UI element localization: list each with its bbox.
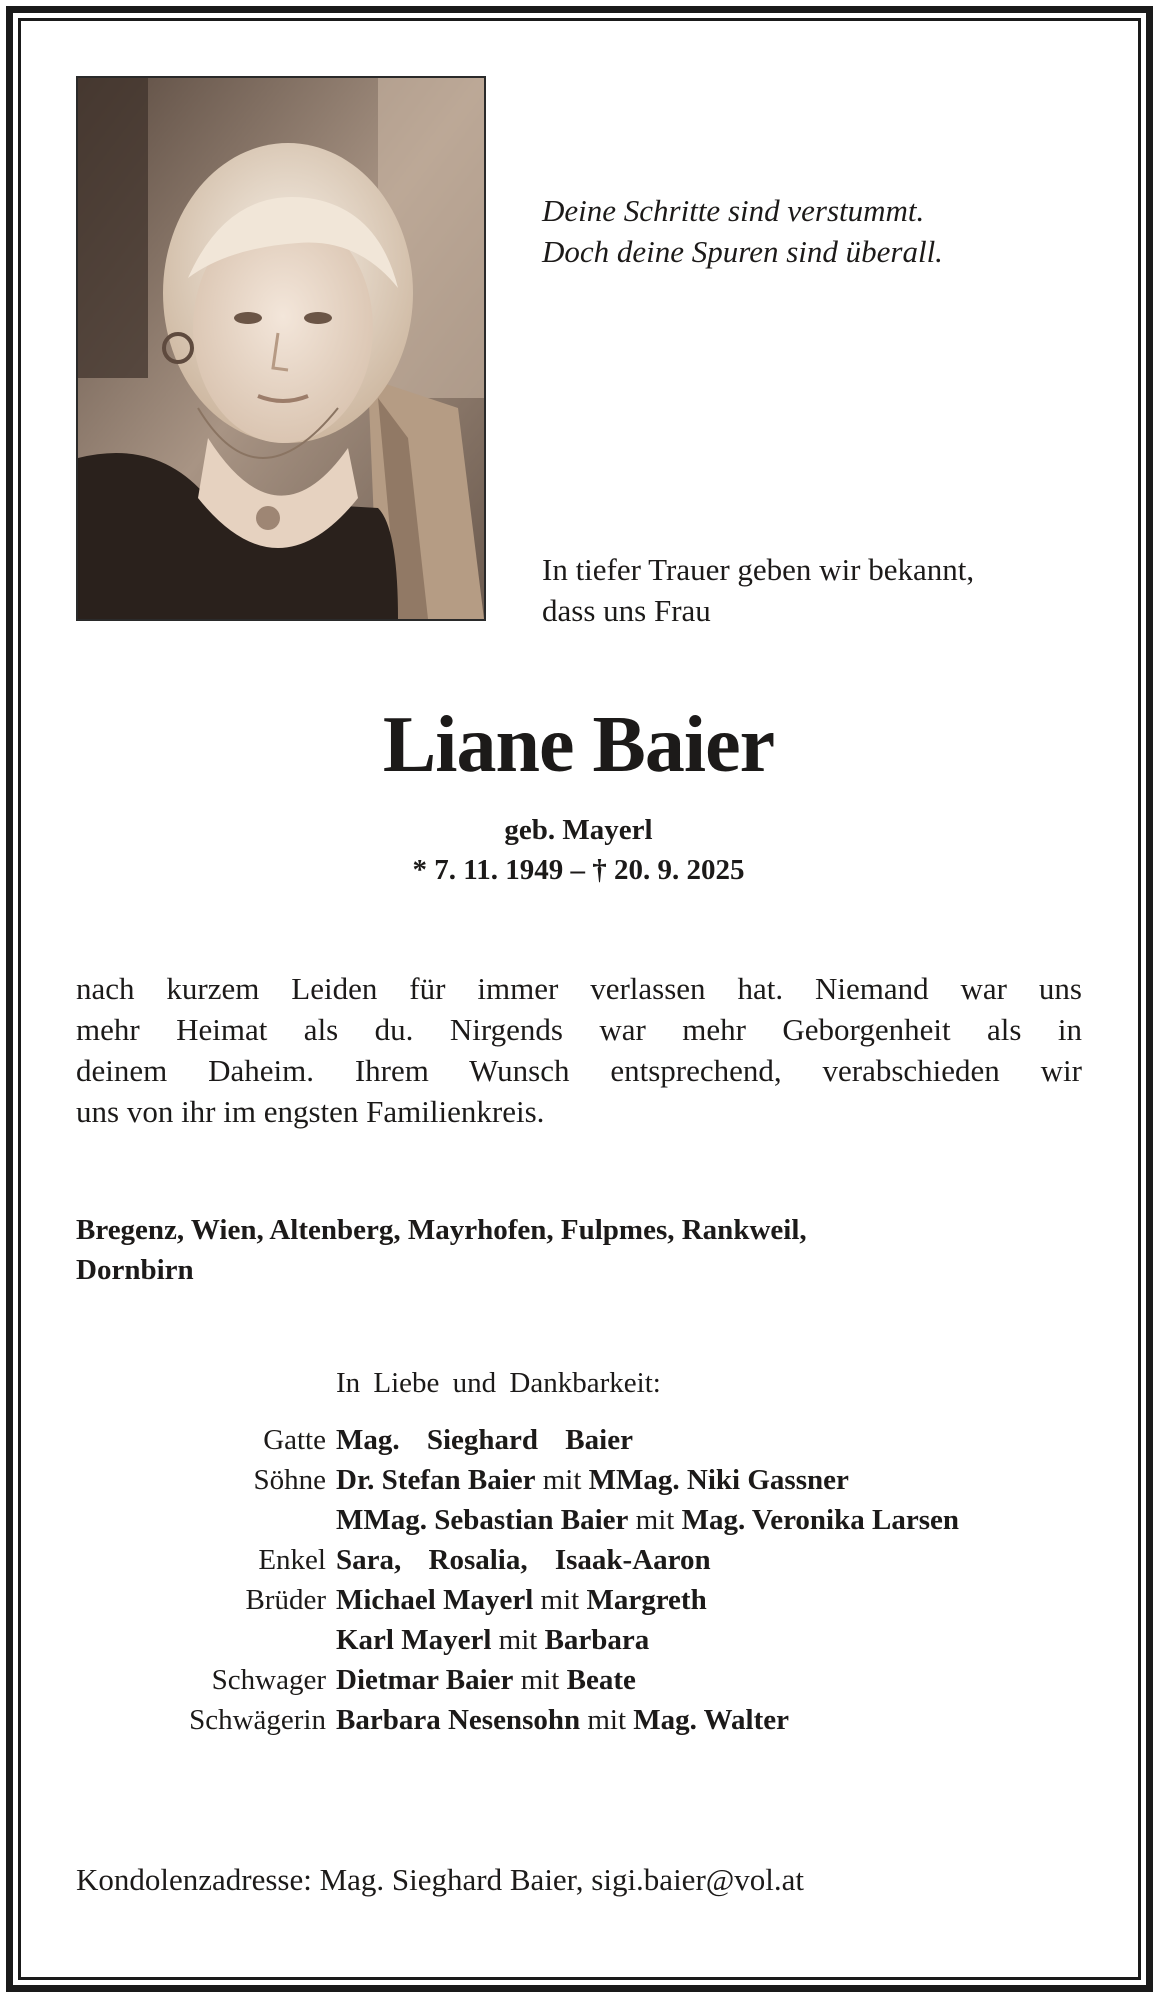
family-names — [336, 1620, 649, 1660]
family-role: Söhne — [253, 1464, 326, 1496]
family-row-spouse — [76, 1420, 1096, 1460]
partner-name: Mag. Veronika Larsen — [681, 1504, 959, 1536]
obituary-body — [76, 968, 1082, 1132]
connector: mit — [498, 1624, 538, 1656]
family-row-brothers — [76, 1580, 1096, 1620]
person-name: Barbara Nesensohn — [336, 1704, 581, 1736]
family-names — [336, 1700, 789, 1740]
life-dates: * 7. 11. 1949 – † 20. 9. 2025 — [412, 854, 745, 886]
family-row-sons-2 — [76, 1500, 1096, 1540]
quote-line: Deine Schritte sind verstummt. — [542, 193, 925, 228]
connector: mit — [542, 1464, 582, 1496]
family-row-brothers-2 — [76, 1620, 1096, 1660]
partner-name: Barbara — [544, 1624, 650, 1656]
partner-name: Mag. Walter — [633, 1704, 789, 1736]
connector: mit — [520, 1664, 560, 1696]
person-name: Karl Mayerl — [336, 1624, 492, 1656]
family-names — [336, 1540, 711, 1580]
person-name: Mag. Sieghard Baier — [336, 1424, 633, 1456]
announcement-line: In tiefer Trauer geben wir bekannt, — [542, 552, 975, 587]
family-names — [336, 1500, 959, 1540]
body-line: uns von ihr im engsten Familienkreis. — [76, 1094, 545, 1129]
person-name: Dr. Stefan Baier — [336, 1464, 536, 1496]
places-line: Bregenz, Wien, Altenberg, Mayrhofen, Fulpmes, Rankweil, — [76, 1214, 807, 1246]
body-line: deinem Daheim. Ihrem Wunsch entsprechend, verabschieden wir — [76, 1053, 1082, 1088]
person-name: MMag. Sebastian Baier — [336, 1504, 629, 1536]
partner-name: Beate — [566, 1664, 636, 1696]
maiden-name: geb. Mayerl — [504, 814, 653, 846]
connector: mit — [540, 1584, 580, 1616]
body-line: mehr Heimat als du. Nirgends war mehr Geborgenheit als in — [76, 1012, 1082, 1047]
family-list — [76, 1420, 1096, 1740]
condolence-address: Kondolenzadresse: Mag. Sieghard Baier, sigi.baier@vol.at — [76, 1862, 805, 1897]
places-list — [76, 1210, 1082, 1290]
family-role: Brüder — [245, 1584, 326, 1616]
epitaph-quote — [542, 190, 943, 272]
quote-line: Doch deine Spuren sind überall. — [542, 234, 943, 269]
family-role: Enkel — [258, 1544, 326, 1576]
family-row-sons — [76, 1460, 1096, 1500]
places-line: Dornbirn — [76, 1254, 194, 1286]
family-row-brother-in-law — [76, 1660, 1096, 1700]
connector: mit — [635, 1504, 675, 1536]
family-heading: In Liebe und Dankbarkeit: — [336, 1367, 661, 1399]
announcement-line: dass uns Frau — [542, 593, 711, 628]
family-row-sister-in-law — [76, 1700, 1096, 1740]
announcement-text — [542, 549, 974, 631]
portrait-photo — [76, 76, 486, 621]
family-row-grandchildren — [76, 1540, 1096, 1580]
family-names — [336, 1660, 636, 1700]
family-names — [336, 1460, 849, 1500]
family-role: Schwager — [211, 1664, 326, 1696]
family-names — [336, 1420, 633, 1460]
partner-name: MMag. Niki Gassner — [588, 1464, 849, 1496]
family-role: Schwägerin — [189, 1704, 326, 1736]
body-line: nach kurzem Leiden für immer verlassen hat. Niemand war uns — [76, 971, 1082, 1006]
person-name: Michael Mayerl — [336, 1584, 534, 1616]
partner-name: Margreth — [586, 1584, 707, 1616]
person-name: Dietmar Baier — [336, 1664, 514, 1696]
person-name: Sara, Rosalia, Isaak-Aaron — [336, 1544, 711, 1576]
family-names — [336, 1580, 707, 1620]
family-role: Gatte — [263, 1424, 326, 1456]
connector: mit — [587, 1704, 627, 1736]
deceased-name: Liane Baier — [382, 701, 775, 789]
